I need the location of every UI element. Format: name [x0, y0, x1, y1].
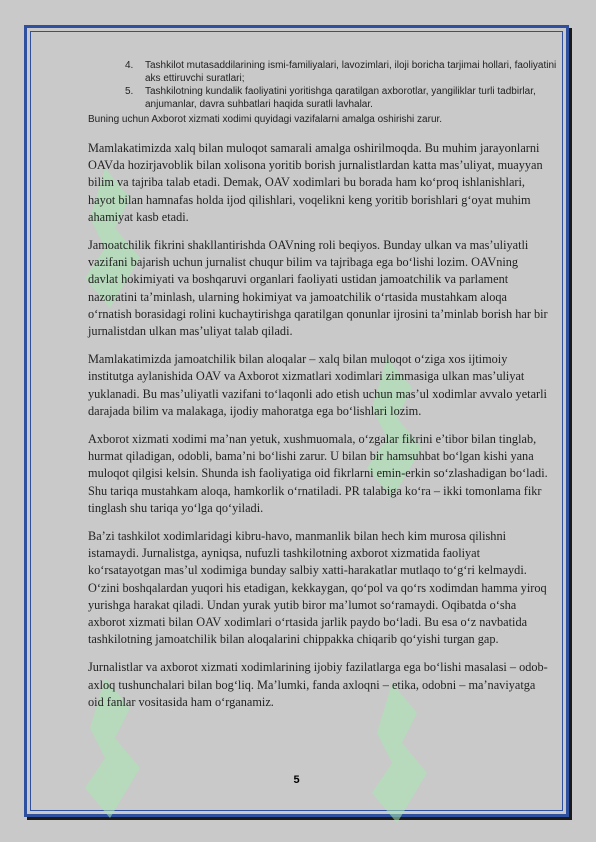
paragraph: Ba’zi tashkilot xodimlaridagi kibru-havo, manmanlik bilan hech kim murosa qilishni istamaydi. Jurnalistga, ayniqsa, nufuzli tashkilotning axborot xizmatida faoliyat ko‘rsatayotgan mas’ul xodimiga bunday salbiy xatti-harakatlar mutlaqo to‘g‘ri kelmaydi. O‘zini boshqalardan yuqori his etadigan, kekkaygan, qo‘pol va qo‘rs xodimdan hamma yiroq yurishga harakat qiladi. Undan yurak yutib biror ma’lumot so‘ramaydi. Oqibatda o‘sha axborot xizmati bilan OAV xodimlari o‘rtasida jarlik paydo bo‘ladi. Bu esa o‘z navbatida tashkilotning jamoatchilik bilan aloqalarini chippakka chiqarib qo‘yishi turgan gap.	[88, 529, 547, 647]
list-item-text: Tashkilot mutasaddilarining ismi-familiyalari, lavozimlari, iloji boricha tarjimai hollari, faoliyatini aks ettiruvchi suratlari;	[145, 60, 557, 84]
list-item-number: 4.	[125, 60, 134, 71]
body-text	[88, 140, 548, 722]
document-page	[24, 25, 569, 817]
paragraph: Axborot xizmati xodimi ma’nan yetuk, xushmuomala, o‘zgalar fikrini e’tibor bilan tinglab, hurmat qiladigan, odobli, bama’ni bo‘lishi zarur. U bilan bir hamsuhbat bo‘lgan kishi yana muloqot qilgisi kelsin. Shunda ish faoliyatiga oid fikrlarni emin-erkin so‘zlashadigan bo‘ladi. Shu tariqa mustahkam aloqa, hamkorlik o‘rnatiladi. PR talabiga ko‘ra – ikki tomonlama fikr tinglash shu tariqa yo‘lga qo‘yiladi.	[88, 432, 548, 515]
list-item	[117, 85, 562, 111]
paragraph: Mamlakatimizda jamoatchilik bilan aloqalar – xalq bilan muloqot o‘ziga xos ijtimoiy institutga aylanishida OAV va Axborot xizmatlari xodimlari zimmasiga ulkan mas’uliyat yuklanadi. Bu mas’uliyatli vazifani to‘laqonli ado etish uchun mas’ul xodimlar avvalo yetarli darajada bilim va malakaga, ijodiy mahoratga ega bo‘lishlari lozim.	[88, 352, 547, 418]
page-number: 5	[293, 774, 300, 786]
paragraph: Jamoatchilik fikrini shakllantirishda OAVning roli beqiyos. Bunday ulkan va mas’uliyatli vazifani bajarish uchun jurnalist chuqur bilim va tajribaga ega bo‘lishi lozim. OAVning davlat hokimiyati va boshqaruvi organlari faoliyati ustidan jamoatchilik va parlament nazoratini ta’minlash, ularning hokimiyat va jamoatchilik o‘rtasida mustahkam aloqa o‘rnatish borasidagi rolini kuchaytirishga qaratilgan qonunlar ijrosini ta’minlab borish har bir jurnalistdan ulkan mas’uliyat talab qiladi.	[88, 238, 548, 339]
paragraph: Mamlakatimizda xalq bilan muloqot samarali amalga oshirilmoqda. Bu muhim jarayonlarni OAVda hozirjavoblik bilan xolisona yoritib borish jurnalistlardan katta mas’uliyat, muayyan bilim va tajriba talab etadi. Demak, OAV xodimlari bu borada ham ko‘proq ishlanishlari, hayot bilan hamnafas holda ijod qilishlari, voqelikni keng yoritib borishlari g‘oyat muhim ahamiyat kasb etadi.	[88, 141, 543, 224]
numbered-list	[117, 59, 562, 111]
list-item-number: 5.	[125, 86, 134, 97]
paragraph: Jurnalistlar va axborot xizmati xodimlarining ijobiy fazilatlarga ega bo‘lishi masalasi – odob-axloq tushunchalari bilan bog‘liq. Ma’lumki, fanda axloqni – etika, odobni – ma’naviyatga oid fanlar vositasida ham o‘rganamiz.	[88, 660, 548, 709]
list-item	[117, 59, 562, 85]
list-item-text: Tashkilotning kundalik faoliyatini yoritishga qaratilgan axborotlar, yangiliklar turli tadbirlar, anjumanlar, davra suhbatlari haqida suratli lavhalar.	[145, 86, 536, 110]
lead-sentence: Buning uchun Axborot xizmati xodimi quyidagi vazifalarni amalga oshirishi zarur.	[88, 114, 443, 125]
